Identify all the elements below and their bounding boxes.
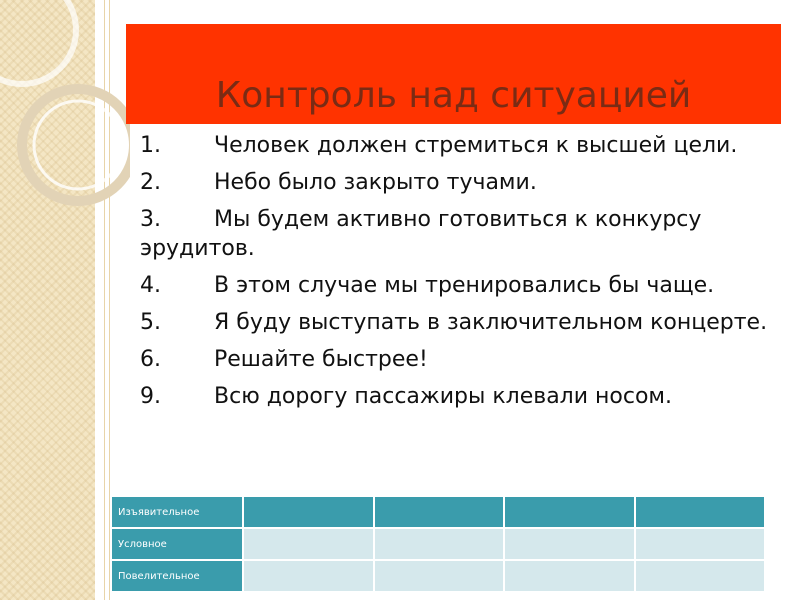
list-item: [140, 168, 780, 197]
row-label: Условное: [111, 528, 243, 560]
mood-table: [110, 495, 766, 593]
sentence-list: [140, 131, 780, 419]
table-cell: [374, 496, 505, 528]
item-text: Всю дорогу пассажиры клевали носом.: [214, 384, 673, 409]
item-number: 1.: [140, 133, 161, 158]
decorative-circles: [0, 0, 130, 230]
item-number: 3.: [140, 207, 161, 232]
item-text: Решайте быстрее!: [214, 347, 428, 372]
table-cell: [374, 560, 505, 592]
item-number: 5.: [140, 310, 161, 335]
row-label: Изъявительное: [111, 496, 243, 528]
table-row: [111, 560, 765, 592]
table-row: [111, 528, 765, 560]
item-number: 4.: [140, 273, 161, 298]
item-number: 9.: [140, 384, 161, 409]
list-item: [140, 205, 780, 263]
table-cell: [243, 560, 374, 592]
table-cell: [635, 560, 766, 592]
item-text: Я буду выступать в заключительном концерте.: [214, 310, 768, 335]
table-cell: [504, 496, 635, 528]
table-cell: [504, 528, 635, 560]
table-cell: [635, 528, 766, 560]
table-cell: [504, 560, 635, 592]
table-row: [111, 496, 765, 528]
list-item: [140, 271, 780, 300]
list-item: [140, 308, 780, 337]
list-item: [140, 345, 780, 374]
slide-title: Контроль над ситуацией: [215, 75, 692, 116]
item-text: В этом случае мы тренировались бы чаще.: [214, 273, 715, 298]
table-cell: [243, 528, 374, 560]
item-text: Небо было закрыто тучами.: [214, 170, 537, 195]
item-text: Мы будем активно готовиться к конкурсу эрудитов.: [140, 207, 702, 261]
row-label: Повелительное: [111, 560, 243, 592]
table-cell: [635, 496, 766, 528]
item-number: 2.: [140, 170, 161, 195]
list-item: [140, 382, 780, 411]
item-number: 6.: [140, 347, 161, 372]
item-text: Человек должен стремиться к высшей цели.: [214, 133, 738, 158]
table-cell: [374, 528, 505, 560]
list-item: [140, 131, 780, 160]
title-banner: [126, 24, 781, 124]
table-cell: [243, 496, 374, 528]
